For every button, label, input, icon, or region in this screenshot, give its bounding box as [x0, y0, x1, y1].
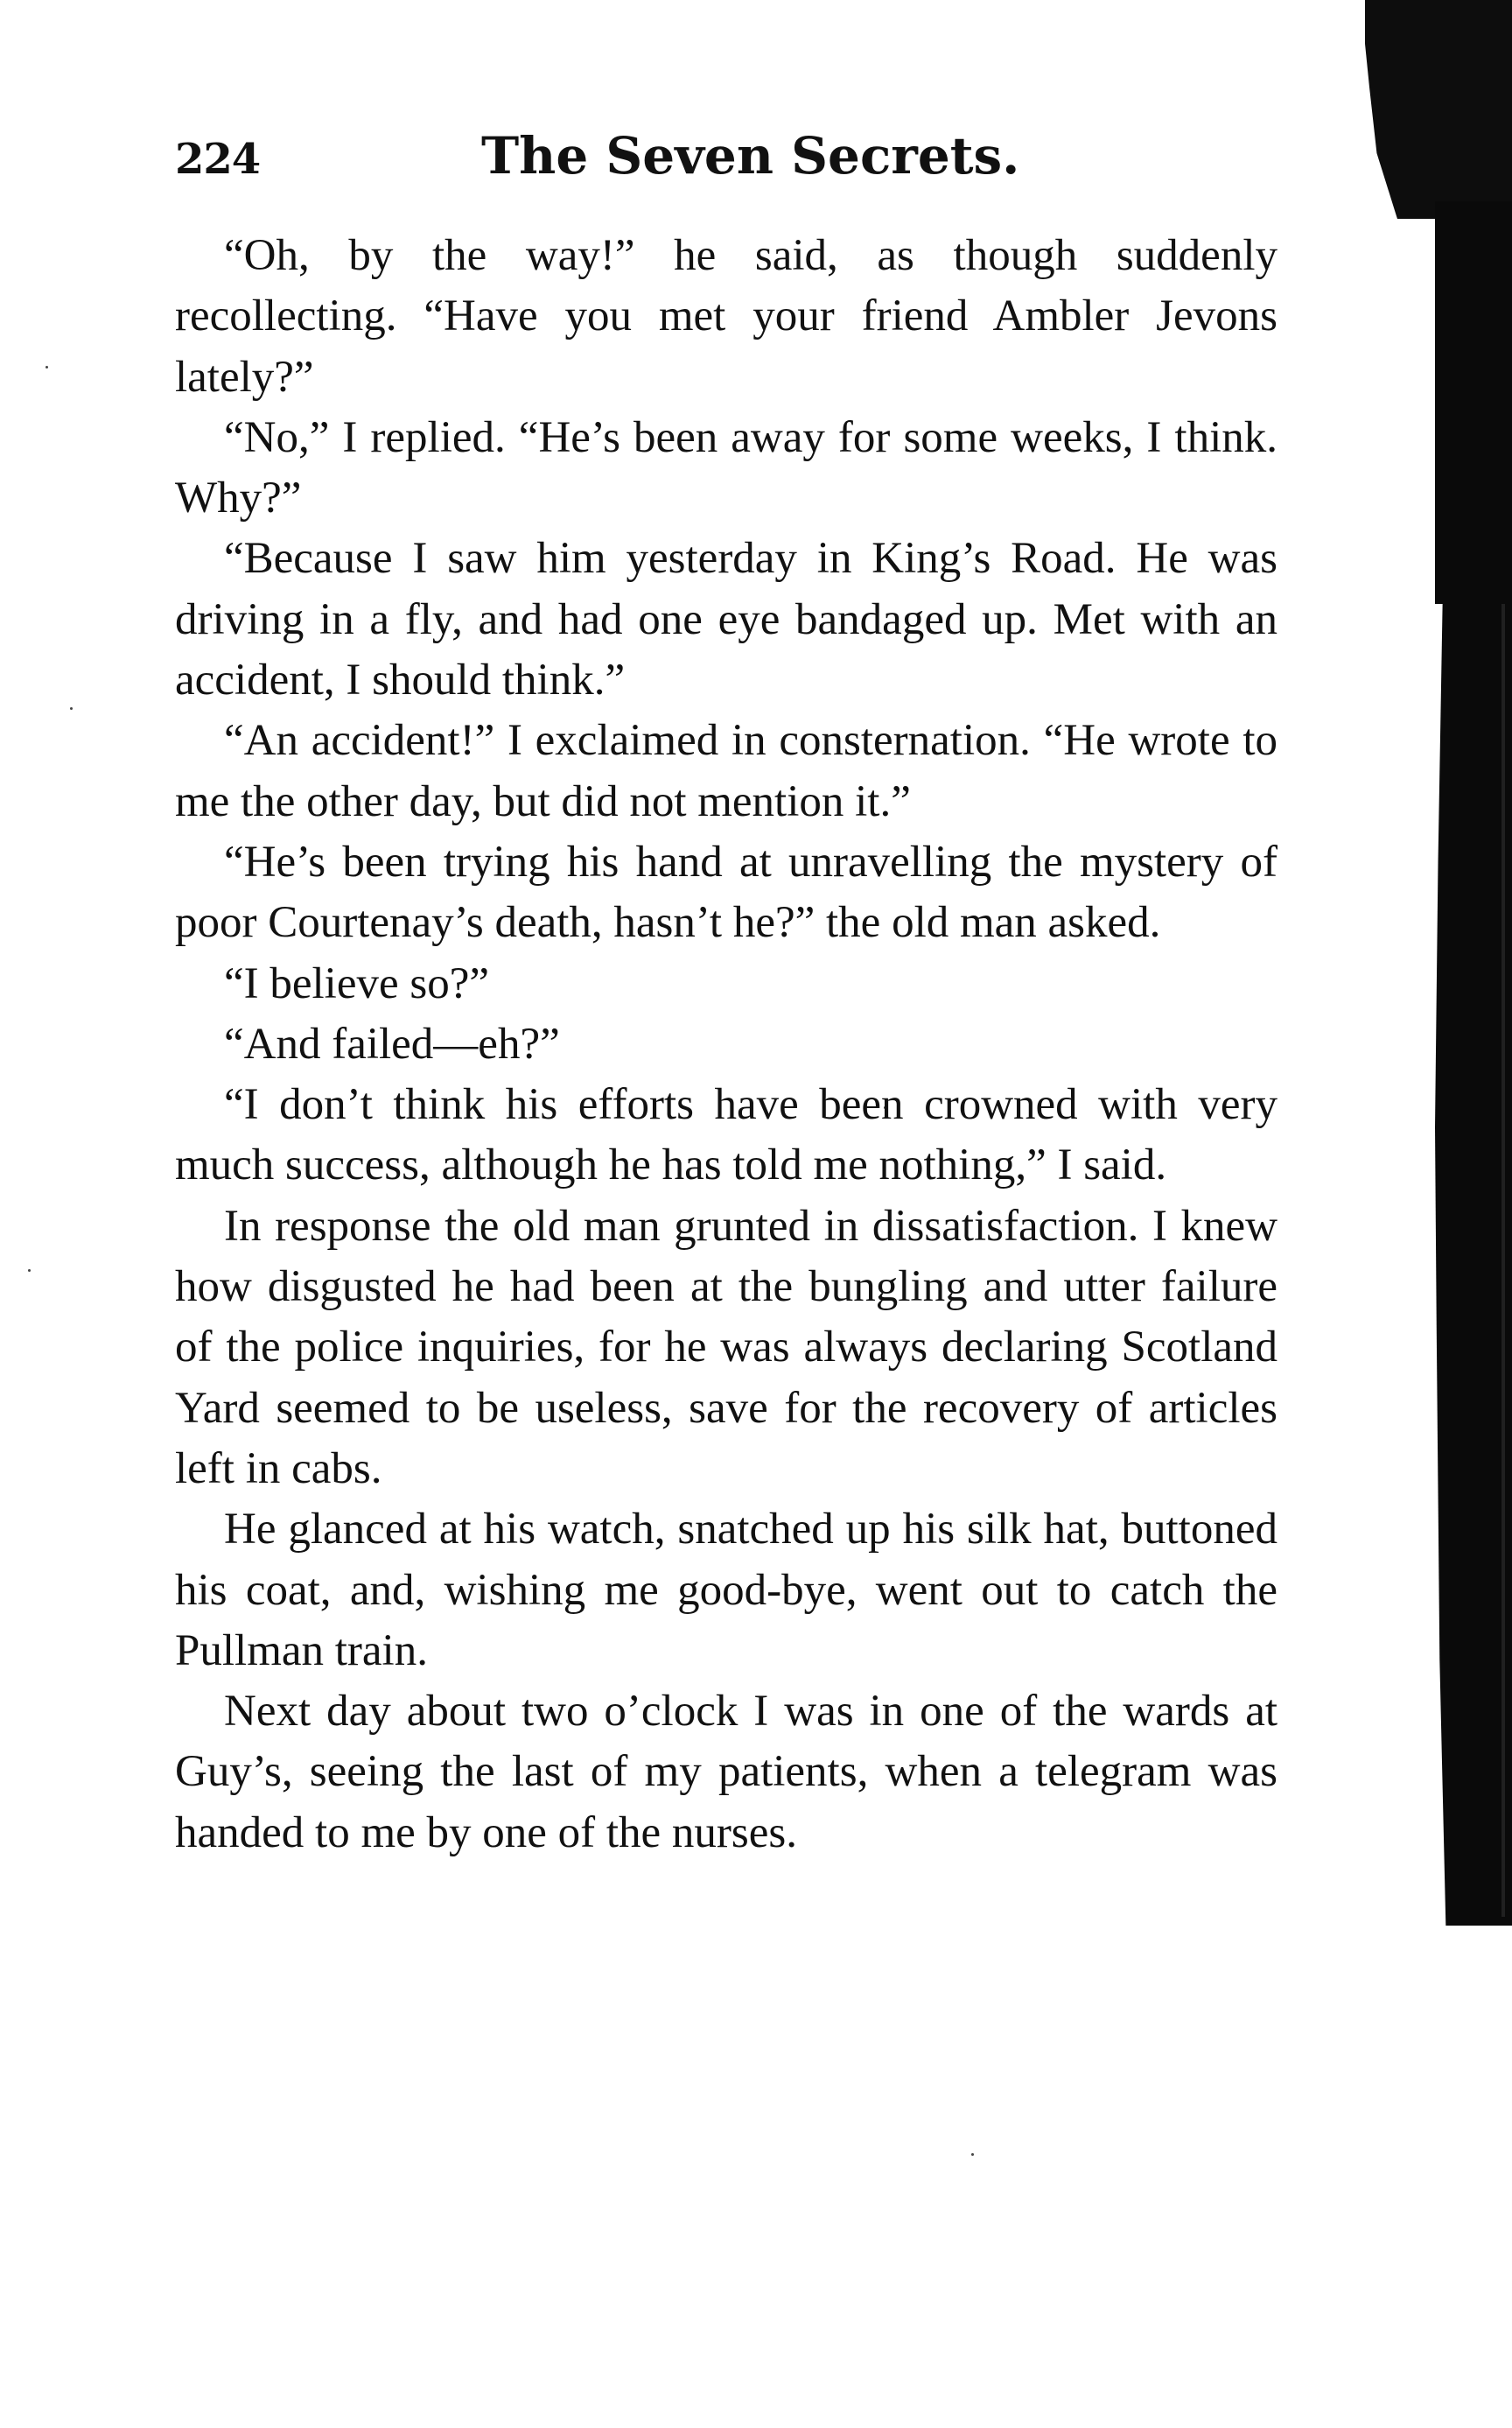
paragraph: “He’s been trying his hand at unravelling the mystery of poor Courtenay’s death, hasn’t he?” the old man asked.: [175, 837, 1278, 948]
running-title: The Seven Secrets.: [481, 126, 1020, 186]
paragraph: Next day about two o’clock I was in one of the wards at Guy’s, seeing the last of my patients, when a telegram was handed to me by one of the nurses.: [175, 1687, 1278, 1857]
binding-shadow-main: [1435, 595, 1512, 1926]
scan-speck: [971, 2153, 974, 2156]
paragraph: “Oh, by the way!” he said, as though suddenly recollecting. “Have you met your friend Ambler Jevons lately?”: [175, 231, 1278, 402]
paragraph: “And failed—eh?”: [224, 1019, 560, 1069]
scan-speck: [70, 707, 73, 710]
scan-speck: [46, 366, 48, 368]
page-number: 224: [175, 135, 261, 184]
paragraph: In response the old man grunted in dissatisfaction. I knew how disgusted he had been at the bungling and utter failure of the police inquiries, for he was always declaring Scotland Yard seemed to be useless, save for the recovery of articles left in cabs.: [175, 1201, 1278, 1493]
binding-edge-line: [1502, 604, 1505, 1917]
paragraph: He glanced at his watch, snatched up his silk hat, buttoned his coat, and, wishing me good-bye, went out to catch the Pullman train.: [175, 1505, 1278, 1675]
scan-speck: [28, 1269, 31, 1272]
body-text: [175, 226, 1278, 1863]
paragraph: “An accident!” I exclaimed in consternation. “He wrote to me the other day, but did not mention it.”: [175, 716, 1278, 826]
paragraph: “No,” I replied. “He’s been away for some weeks, I think. Why?”: [175, 412, 1278, 523]
page-header: [175, 123, 1278, 201]
paragraph: “Because I saw him yesterday in King’s Road. He was driving in a fly, and had one eye bandaged up. Met with an accident, I should think.”: [175, 534, 1278, 705]
binding-shadow-band: [1435, 201, 1512, 604]
paragraph: “I believe so?”: [224, 958, 489, 1008]
paragraph: “I don’t think his efforts have been crowned with very much success, although he has told me nothing,” I said.: [175, 1080, 1278, 1190]
